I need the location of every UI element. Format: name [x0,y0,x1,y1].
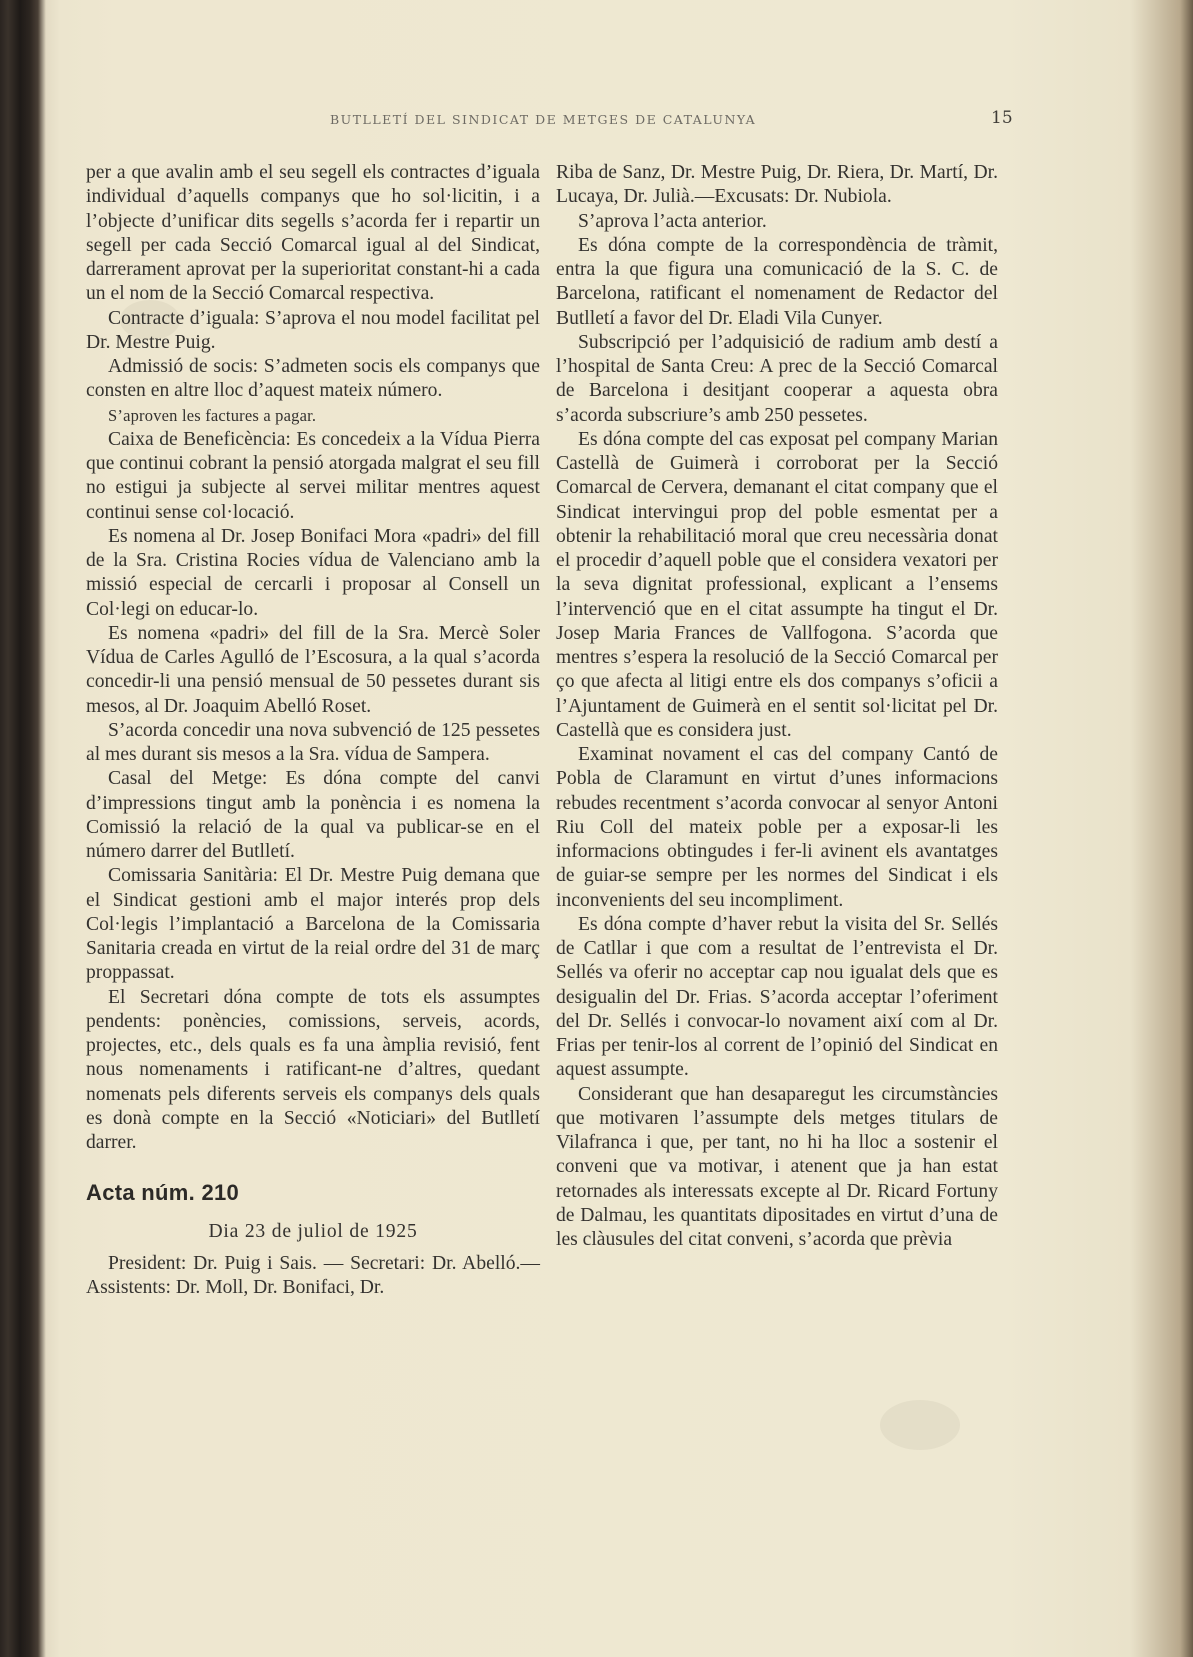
paragraph: President: Dr. Puig i Sais. — Secretari: Dr. Abelló.—Assistents: Dr. Moll, Dr. Bonifaci, Dr. [86,1252,540,1298]
paragraph: Contracte d’iguala: S’aprova el nou model facilitat pel Dr. Mestre Puig. [86,307,540,353]
paragraph: Es nomena «padri» del fill de la Sra. Mercè Soler Vídua de Carles Agulló de l’Escosura, a la qual s’acorda concedir-li una pensió mensual de 50 pessetes durant sis mesos, al Dr. Joaquim Abelló Roset. [86,622,540,717]
paragraph: Caixa de Beneficència: Es concedeix a la Vídua Pierra que continui cobrant la pensió atorgada malgrat el seu fill no estigui ja subjecte al servei militar mentres aquest continui sense col·locació. [86,428,540,523]
paragraph: Casal del Metge: Es dóna compte del canvi d’impressions tingut amb la ponència i es nomena la Comissió la relació de la qual va publicar-se en el número darrer del Butlletí. [86,768,540,862]
paragraph: Examinat novament el cas del company Cantó de Pobla de Claramunt en virtut d’unes informacions rebudes recentment s’acorda convocar al senyor Antoni Riu Coll del mateix poble per a exposar-li les informacions obtingudes i fer-li avinent els avantatges de guiar-se sempre per les normes del Sindicat i els inconvenients del seu incompliment. [556,744,998,911]
section-date: Dia 23 de juliol de 1925 [208,1220,418,1242]
paragraph: Es nomena al Dr. Josep Bonifaci Mora «padri» del fill de la Sra. Cristina Rocies vídua de Valenciano amb la missió especial de cercarli i proposar al Consell un Col·legi on educar-lo. [86,525,540,620]
running-title: BUTLLETÍ DEL SINDICAT DE METGES DE CATALUNYA [330,112,757,127]
paragraph: Considerant que han desaparegut les circumstàncies que motivaren l’assumpte dels metges titulars de Vilafranca i que, per tant, no hi ha lloc a sostenir el conveni que va motivar, i atenent que ja han estat retornades als interessats excepte al Dr. Ricard Fortuny de Dalmau, les quantitats dipositades en virtut d’una de les clàusules del citat conveni, s’acorda que prèvia [556,1083,998,1250]
section-heading: Acta núm. 210 [86,1180,240,1206]
paragraph: Subscripció per l’adquisició de radium amb destí a l’hospital de Santa Creu: A prec de la Secció Comarcal de Barcelona i desitjant cooperar a aquesta obra s’acorda subscriure’s amb 250 pessetes. [556,331,998,426]
paragraph: Es dóna compte del cas exposat pel company Marian Castellà de Guimerà i corroborat per la Secció Comarcal de Cervera, demanant el citat company que el Sindicat intervingui prop del poble esmentat per a obtenir la rehabilitació moral que creu necessària donat el procedir d’aquell poble que el considera vexatori per la seva dignitat professional, explicant a l’ensems l’intervenció que en el citat assumpte ha tingut el Dr. Josep Maria Frances de Vallfogona. S’acorda que mentres s’espera la resolució de la Secció Comarcal per ço que afecta al litigi entre els dos companys s’oficii a l’Ajuntament de Guimerà en el sentit sol·licitat pel Dr. Castellà que es considera just. [556,428,998,741]
paragraph: Es dóna compte d’haver rebut la visita del Sr. Sellés de Catllar i que com a resultat de l’entrevista el Dr. Sellés va oferir no acceptar cap nou igualat dels que es desigualin del Dr. Frias. S’acorda acceptar l’oferiment del Dr. Sellés i convocar-lo novament així com al Dr. Frias per tenir-los al corrent de l’opinió del Sindicat en aquest assumpte. [556,913,998,1081]
paragraph: S’acorda concedir una nova subvenció de 125 pessetes al mes durant sis mesos a la Sra. vídua de Sampera. [86,719,540,765]
page [46,0,1186,1657]
paragraph: Es dóna compte de la correspondència de tràmit, entra la que figura una comunicació de la S. C. de Barcelona, ratificant el nomenament de Redactor del Butlletí a favor del Dr. Eladi Vila Cunyer. [556,234,998,329]
paragraph: per a que avalin amb el seu segell els contractes d’iguala individual d’aquells companys que ho sol·licitin, i a l’objecte d’unificar dits segells s’acorda fer i repartir un segell per cada Secció Comarcal igual al del Sindicat, darrerament aprovat per la superioritat constant-hi a cada un el nom de la Secció Comarcal respectiva. [86,162,540,305]
right-column [556,161,998,1252]
paragraph: S’aprova l’acta anterior. [578,210,767,232]
paragraph: Admissió de socis: S’admeten socis els companys que consten en altre lloc d’aquest mateix número. [86,356,540,402]
paragraph: Riba de Sanz, Dr. Mestre Puig, Dr. Riera, Dr. Martí, Dr. Lucaya, Dr. Julià.—Excusats: Dr. Nubiola. [556,162,998,208]
paragraph: Comissaria Sanitària: El Dr. Mestre Puig demana que el Sindicat gestioni amb el major interés prop dels Col·legis l’implantació a Barcelona de la Comissaria Sanitaria creada en virtut de la reial ordre del 31 de març proppassat. [86,865,540,984]
paragraph: S’aproven les factures a pagar. [108,405,317,425]
left-column [86,161,540,1300]
paragraph: El Secretari dóna compte de tots els assumptes pendents: ponències, comissions, serveis, acords, projectes, etc., dels quals es fa una àmplia revisió, fent nous nomenaments i ratificant-ne d’altres, quedant nomenats pels diferents serveis els companys dels quals es donà compte en la Secció «Noticiari» del Butlletí darrer. [86,986,540,1153]
page-number: 15 [991,108,1013,128]
